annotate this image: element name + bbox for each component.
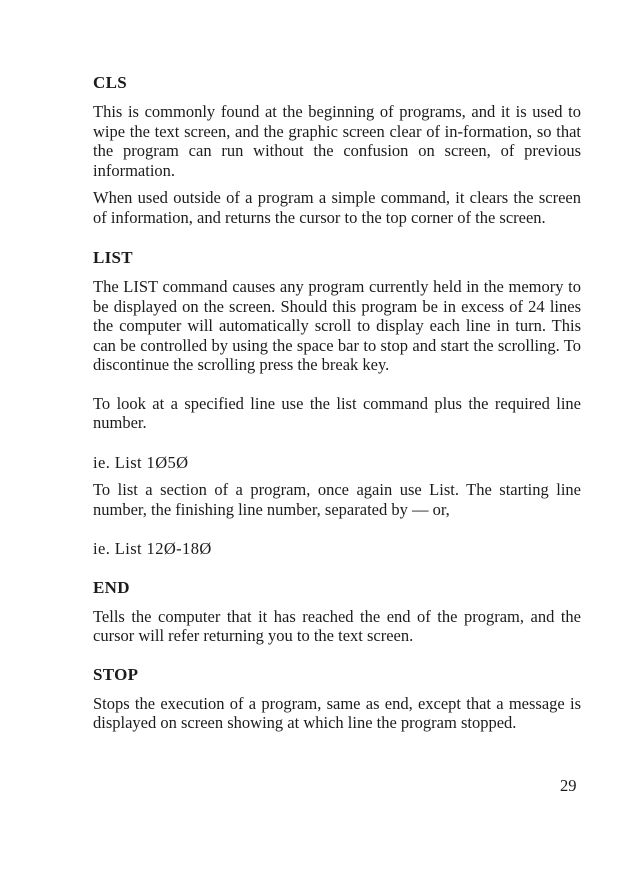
- paragraph: This is commonly found at the beginning of programs, and it is used to wipe the text screen, and the graphic screen clear of in-formation, so that the program can run without the confusion on screen, of previous information.: [93, 102, 581, 180]
- section-heading: STOP: [93, 664, 139, 684]
- section-list: [93, 247, 581, 559]
- section-stop: [93, 664, 581, 733]
- section-heading: CLS: [93, 73, 127, 92]
- paragraph: To look at a specified line use the list command plus the required line number.: [93, 393, 581, 432]
- page-content: [93, 72, 581, 733]
- paragraph: To list a section of a program, once again use List. The starting line number, the finishing line number, separated by — or,: [93, 480, 581, 519]
- section-end: [93, 577, 581, 646]
- section-heading: END: [93, 577, 130, 597]
- section-heading: LIST: [93, 248, 133, 267]
- paragraph: Tells the computer that it has reached the end of the program, and the cursor will refer returning you to the text screen.: [93, 606, 581, 645]
- paragraph: When used outside of a program a simple command, it clears the screen of information, and returns the cursor to the top corner of the screen.: [93, 188, 581, 227]
- page-number: 29: [560, 776, 577, 795]
- paragraph: Stops the execution of a program, same as end, except that a message is displayed on screen showing at which line the program stopped.: [93, 693, 581, 732]
- paragraph: The LIST command causes any program currently held in the memory to be displayed on the screen. Should this program be in excess of 24 lines the computer will automatically scroll to display each line in turn. This can be controlled by using the space bar to stop and start the scrolling. To discontinue the scrolling press the break key.: [93, 277, 581, 374]
- code-example: ie. List 1Ø5Ø: [93, 452, 189, 472]
- section-cls: [93, 72, 581, 227]
- code-example: ie. List 12Ø-18Ø: [93, 539, 212, 558]
